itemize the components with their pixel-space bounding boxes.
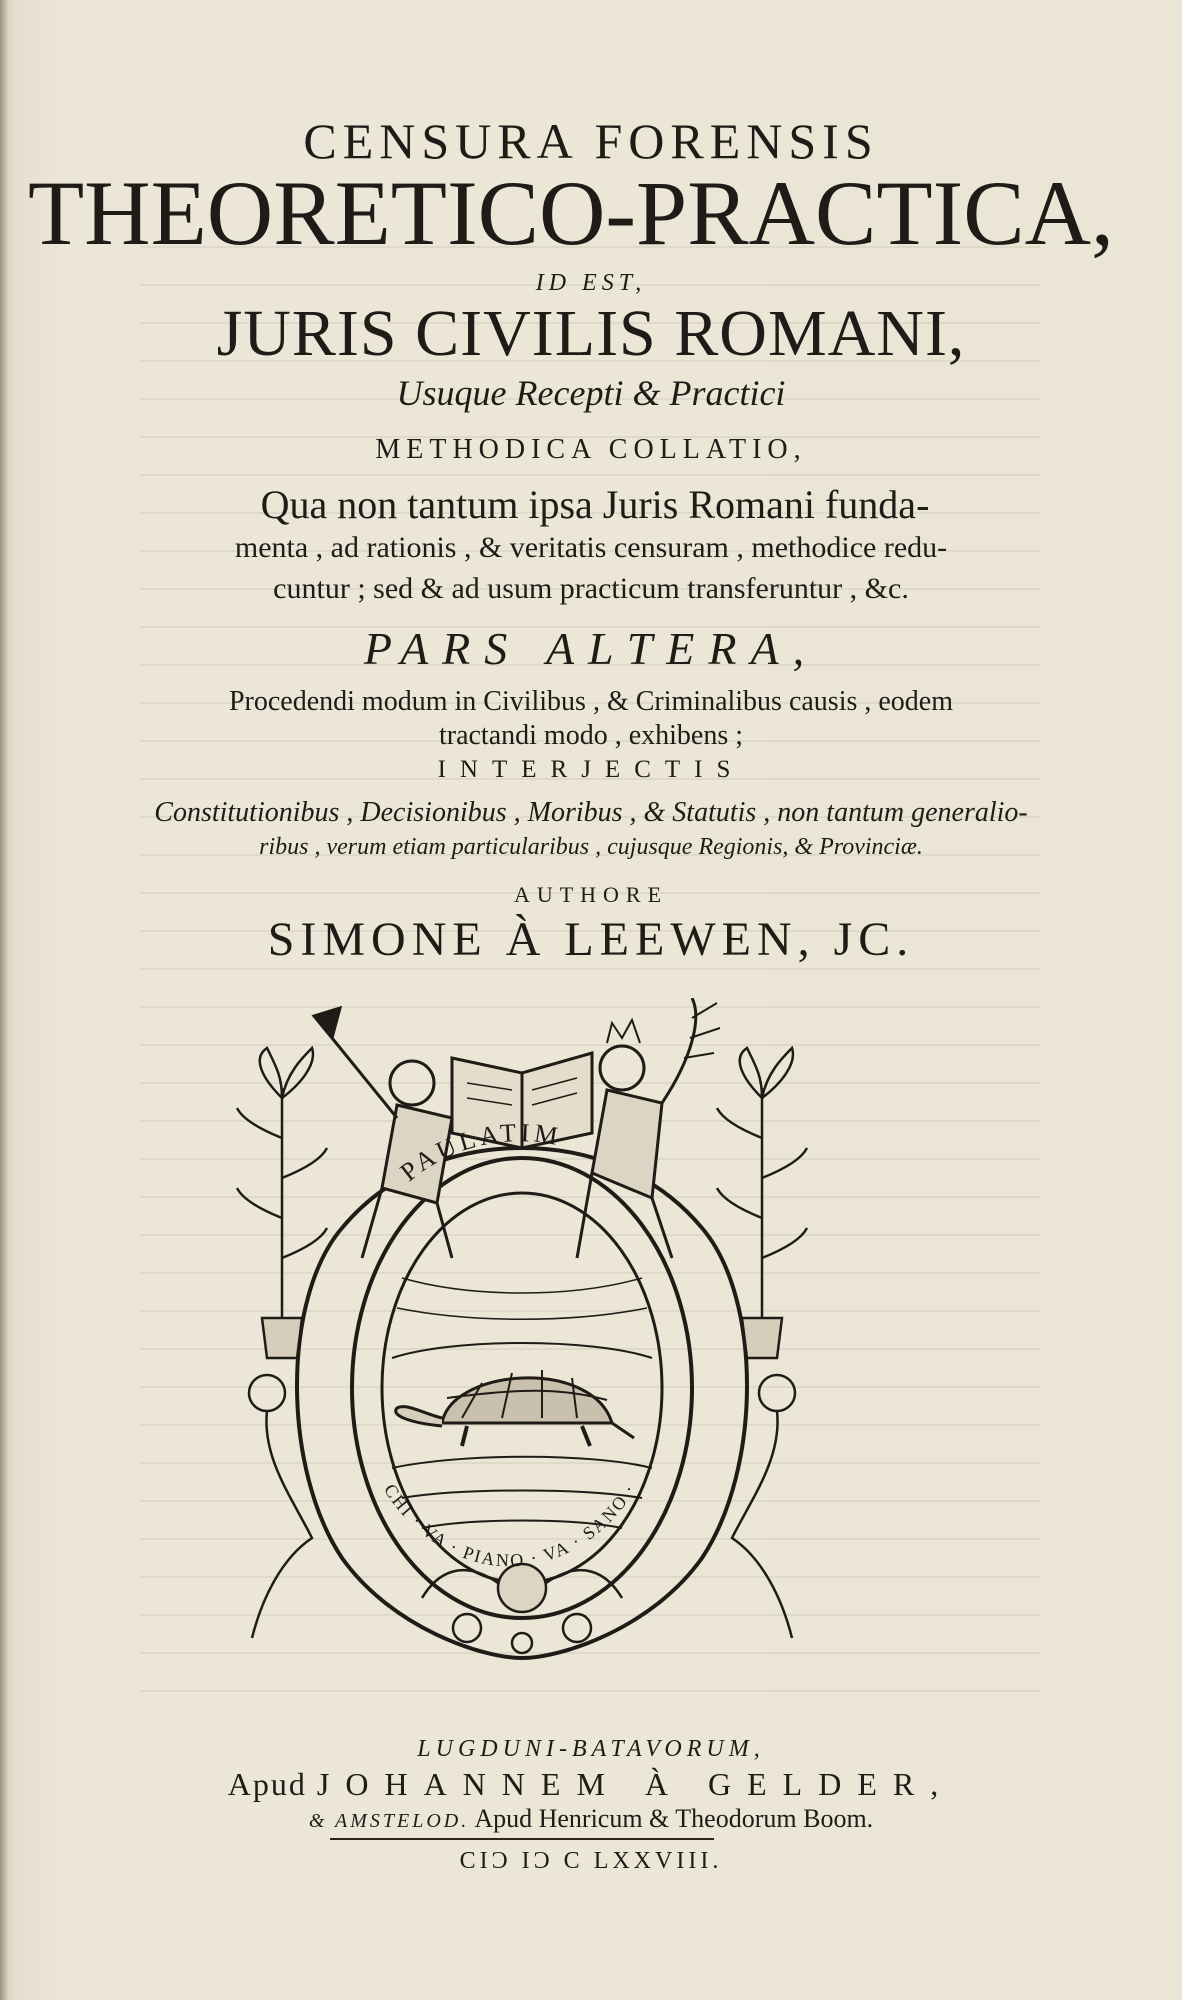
- methodica-collatio: METHODICA COLLATIO,: [375, 434, 807, 465]
- herm-right-icon: [732, 1375, 795, 1638]
- usuque-line: Usuque Recepti & Practici: [396, 373, 786, 413]
- qua-line-1: Qua non tantum ipsa Juris Romani funda-: [260, 482, 930, 527]
- constitutionibus-line-2: ribus , verum etiam particularibus , cujusque Regionis, & Provinciæ.: [259, 834, 923, 860]
- title-line-2: THEORETICO-PRACTICA,: [27, 162, 1115, 264]
- tortoise-icon: [396, 1370, 634, 1446]
- author-name: SIMONE À LEEWEN, JC.: [267, 913, 915, 966]
- apud1-prefix: Apud: [227, 1766, 307, 1802]
- lily-vase-right-icon: [717, 1048, 807, 1358]
- herm-left-icon: [249, 1375, 312, 1638]
- lily-vase-left-icon: [237, 1048, 327, 1358]
- id-est: ID EST,: [535, 270, 647, 296]
- constitutionibus-line-1: Constitutionibus , Decisionibus , Moribus , & Statutis , non tantum generalio-: [154, 797, 1028, 828]
- title-line-1: CENSURA FORENSIS: [303, 113, 879, 169]
- motto-bottom-text: CHI · VA · PIANO · VA · SANO ·: [380, 1479, 641, 1571]
- author-label: AUTHORE: [513, 882, 669, 907]
- imprint-apud-2: [0, 1804, 1182, 1834]
- imprint-rule: [330, 1838, 714, 1840]
- imprint-date: CIƆ IƆ C LXXVIII.: [459, 1848, 723, 1874]
- apud2-prefix: & AMSTELOD.: [308, 1810, 470, 1832]
- motto-top: PAULATIM: [394, 1117, 564, 1187]
- printers-device-emblem: [222, 998, 822, 1678]
- figure-right-icon: [577, 998, 720, 1258]
- interjectis: INTERJECTIS: [437, 756, 745, 783]
- qua-line-3: cuntur ; sed & ad usum practicum transferuntur , &c.: [273, 572, 909, 605]
- imprint-place: LUGDUNI-BATAVORUM,: [417, 1736, 765, 1762]
- procedendi-line-2: tractandi modo , exhibens ;: [438, 720, 744, 751]
- title-line-3: JURIS CIVILIS ROMANI,: [216, 297, 966, 370]
- apud2-text: Apud Henricum & Theodorum Boom.: [474, 1804, 874, 1833]
- apud1-name: JOHANNEM À GELDER,: [316, 1766, 955, 1802]
- qua-line-2: menta , ad rationis , & veritatis censuram , methodice redu-: [234, 531, 948, 564]
- pars-altera: PARS ALTERA,: [363, 623, 819, 674]
- figure-left-icon: [314, 1008, 452, 1258]
- imprint-apud-1: [0, 1766, 1182, 1803]
- procedendi-line-1: Procedendi modum in Civilibus , & Criminalibus causis , eodem: [228, 686, 954, 717]
